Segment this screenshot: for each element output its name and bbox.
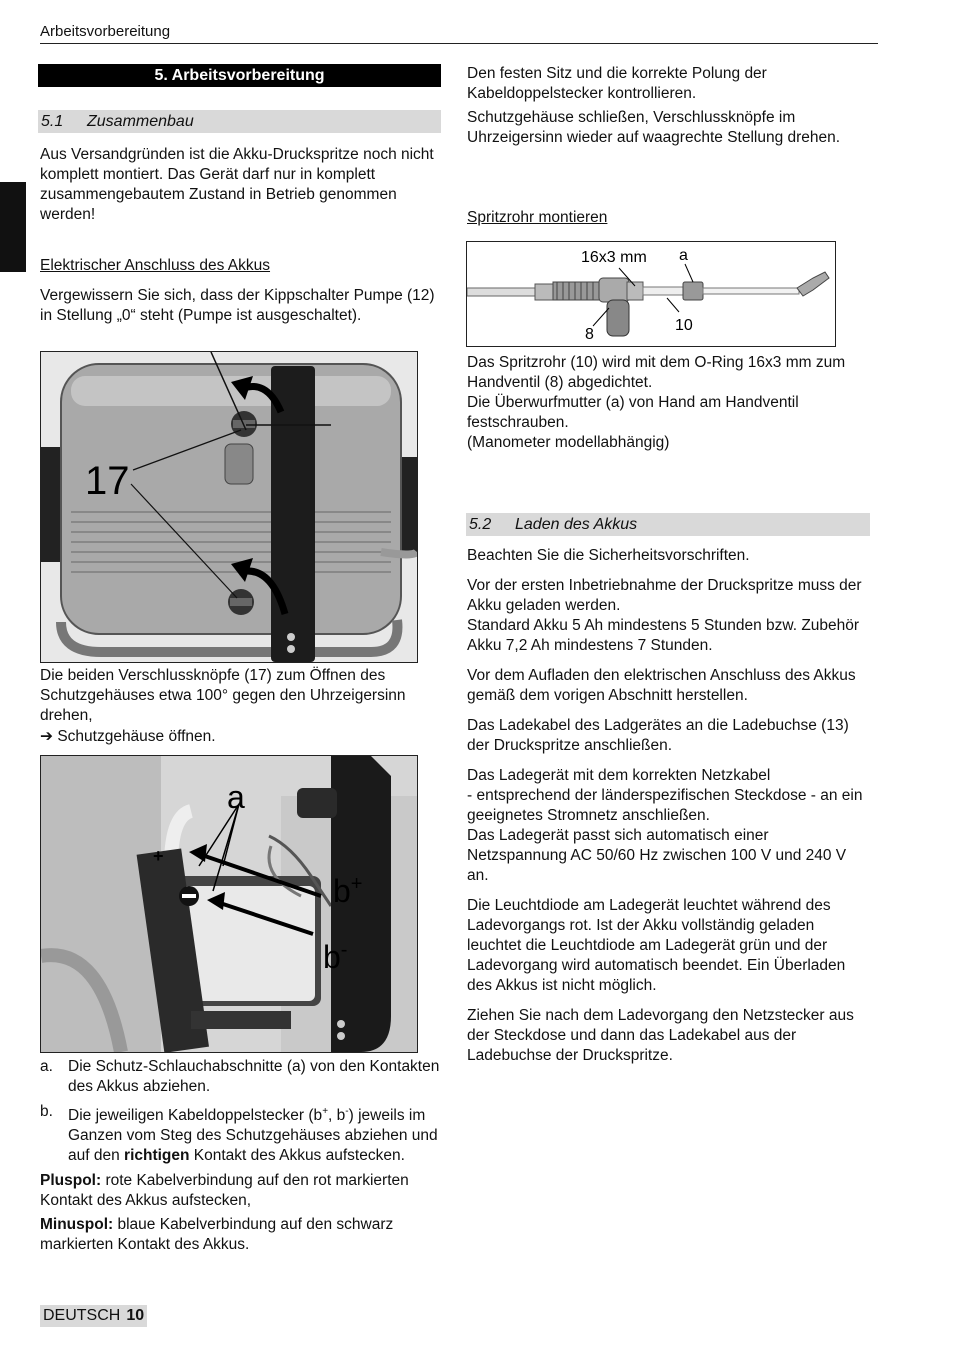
superscript-minus: - (345, 1106, 349, 1117)
subsection-label: Laden des Akkus (515, 516, 638, 533)
knob-callout-label: 17 (85, 459, 130, 503)
list-text-part: Kontakt des Akkus aufstecken. (189, 1147, 405, 1165)
hose-callout-a: a (227, 779, 245, 815)
list-item-text: Die Schutz-Schlauchabschnitte (a) von den Kontakten des Akkus abziehen. (68, 1058, 440, 1095)
spray-tube-caption-line: (Manometer modellabhängig) (467, 434, 670, 451)
side-tab-marker (0, 182, 26, 272)
paragraph: Standard Akku 5 Ah mindestens 5 Stunden bzw. Zubehör Akku 7,2 Ah mindestens 7 Stunden. (467, 617, 860, 654)
intro-paragraph: Aus Versandgründen ist die Akku-Druckspritze noch nicht komplett montiert. Das Gerät darf nur in komplett zusammengebautem Zustand in Betrieb genommen werden! (40, 146, 434, 223)
subsection-5-2-title (466, 513, 870, 536)
plug-sign-plus: + (350, 873, 363, 895)
open-housing-text: Schutzgehäuse öffnen. (57, 728, 216, 745)
paragraph: Vor dem Aufladen den elektrischen Anschluss des Akkus gemäß dem vorigen Abschnitt herstellen. (467, 667, 856, 704)
running-header: Arbeitsvorbereitung (40, 22, 878, 44)
paragraph: Die Leuchtdiode am Ladegerät leuchtet während des Ladevorgangs rot. Ist der Akku vollständig geladen leuchtet die Leuchtdiode am Ladegerät grün und der Ladevorgang wird automatisch beendet. Ein Überladen des Akkus ist nicht möglich. (467, 897, 846, 994)
subsection-number: 5.1 (41, 113, 64, 130)
plus-pole-text: rote Kabelverbindung auf den rot markierten Kontakt des Akkus aufstecken, (40, 1172, 409, 1210)
polarity-check-paragraph: Den festen Sitz und die korrekte Polung der Kabeldoppelstecker kontrollieren. (467, 65, 767, 102)
battery-contacts-illustration (41, 756, 417, 1052)
paragraph: Das Ladegerät mit dem korrekten Netzkabel (467, 767, 771, 784)
paragraph: - entsprechend der länderspezifischen Steckdose - an ein geeignetes Stromnetz anschließen. (467, 787, 863, 824)
housing-knobs-illustration (41, 352, 417, 662)
close-housing-paragraph: Schutzgehäuse schließen, Verschlussknöpfe im Uhrzeigersinn wieder auf waagrechte Stellung drehen. (467, 109, 841, 146)
spray-tube-figure (466, 241, 836, 347)
oring-size-label: 16x3 mm (581, 249, 647, 266)
superscript-plus: + (322, 1106, 329, 1117)
paragraph: Das Ladekabel des Ladgerätes an die Ladebuchse (13) der Druckspritze anschließen. (467, 717, 849, 754)
emphasis-correct: richtigen (124, 1147, 190, 1165)
plug-sign-minus: - (340, 939, 348, 961)
list-text-part: Die jeweiligen Kabeldoppelstecker (b (68, 1107, 323, 1125)
minus-pole-paragraph (40, 1215, 440, 1255)
knobs-caption: Die beiden Verschlussknöpfe (17) zum Öffnen des Schutzgehäuses etwa 100° gegen den Uhrzeigersinn drehen, (40, 667, 406, 724)
list-item (40, 1057, 440, 1097)
paragraph: Ziehen Sie nach dem Ladevorgang den Netzstecker aus der Steckdose und dann das Ladekabel aus der Ladebuchse der Druckspritze. (467, 1007, 854, 1064)
paragraph: Vor der ersten Inbetriebnahme der Druckspritze muss der Akku geladen werden. (467, 577, 862, 614)
subsection-label: Zusammenbau (87, 113, 194, 130)
arrow-right-icon: ➔ (40, 728, 53, 745)
battery-contacts-figure (40, 755, 418, 1053)
list-item-label: a. (40, 1058, 53, 1075)
nut-callout-a: a (679, 247, 688, 264)
footer-language: DEUTSCH (43, 1307, 121, 1324)
section-title: 5. Arbeitsvorbereitung (38, 64, 441, 87)
spray-tube-callout-10: 10 (675, 317, 693, 334)
plus-pole-label: Pluspol: (40, 1172, 102, 1190)
housing-knobs-figure (40, 351, 418, 663)
list-item-label: b. (40, 1103, 53, 1120)
minus-pole-label: Minuspol: (40, 1216, 114, 1234)
paragraph: Das Ladegerät passt sich automatisch einer Netzspannung AC 50/60 Hz zwischen 100 V und 240 V an. (467, 827, 847, 884)
list-text-part: ) jeweils im Ganzen vom Steg des Schutzgehäuses abziehen und auf den (68, 1107, 438, 1165)
paragraph: Beachten Sie die Sicherheitsvorschriften. (467, 547, 750, 564)
spray-tube-illustration (467, 242, 835, 346)
spray-tube-caption (467, 353, 867, 453)
spray-tube-caption-line: Die Überwurfmutter (a) von Hand am Handventil festschrauben. (467, 394, 799, 431)
connection-steps-list (40, 1057, 440, 1255)
spray-tube-heading: Spritzrohr montieren (467, 209, 608, 226)
subsection-5-1-title (38, 110, 441, 133)
spray-tube-caption-line: Das Spritzrohr (10) wird mit dem O-Ring 16x3 mm zum Handventil (8) abgedichtet. (467, 354, 846, 391)
charging-instructions (467, 546, 867, 1066)
list-item (40, 1102, 440, 1166)
plus-pole-mark: + (153, 846, 164, 866)
page-number: 10 (126, 1307, 145, 1324)
open-housing-step (40, 727, 440, 747)
switch-check-paragraph: Vergewissern Sie sich, dass der Kippschalter Pumpe (12) in Stellung „0“ steht (Pumpe ist ausgeschaltet). (40, 287, 435, 324)
list-text-part: , b (328, 1107, 346, 1125)
subsection-number: 5.2 (469, 516, 492, 533)
plug-letter-b: b (333, 873, 351, 909)
list-item-text (68, 1107, 438, 1164)
plug-letter-b: b (323, 939, 341, 975)
minus-pole-text: blaue Kabelverbindung auf den schwarz markierten Kontakt des Akkus. (40, 1216, 394, 1254)
page-footer (40, 1305, 147, 1327)
hand-valve-callout-8: 8 (585, 326, 594, 343)
electrical-connection-heading: Elektrischer Anschluss des Akkus (40, 257, 271, 274)
plus-pole-paragraph (40, 1171, 440, 1211)
